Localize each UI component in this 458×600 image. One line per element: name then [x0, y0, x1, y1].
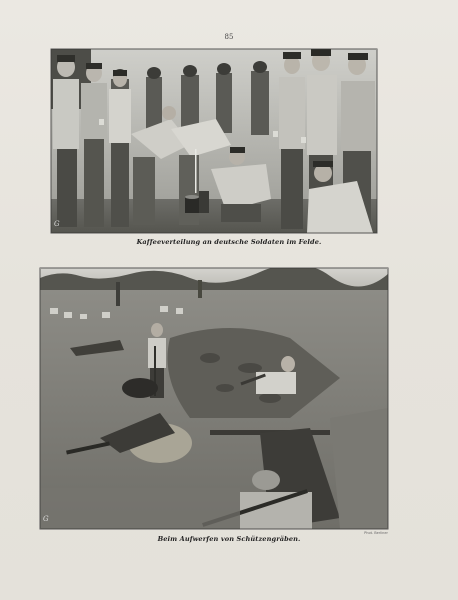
caption-coffee-distribution: Kaffeeverteilung an deutsche Soldaten im Felde. [136, 238, 322, 246]
photo-trench-digging [40, 268, 388, 529]
photo-credit: Phot. Berliner [364, 531, 388, 535]
caption-trench-digging: Beim Aufwerfen von Schützengräben. [157, 535, 301, 543]
photo-signature: G [54, 220, 60, 228]
photo-signature: G [43, 515, 49, 523]
photo-trench-image [40, 268, 388, 529]
photo-coffee-distribution [51, 49, 377, 233]
page-number: 85 [224, 33, 234, 41]
photo-coffee-image [51, 49, 377, 233]
